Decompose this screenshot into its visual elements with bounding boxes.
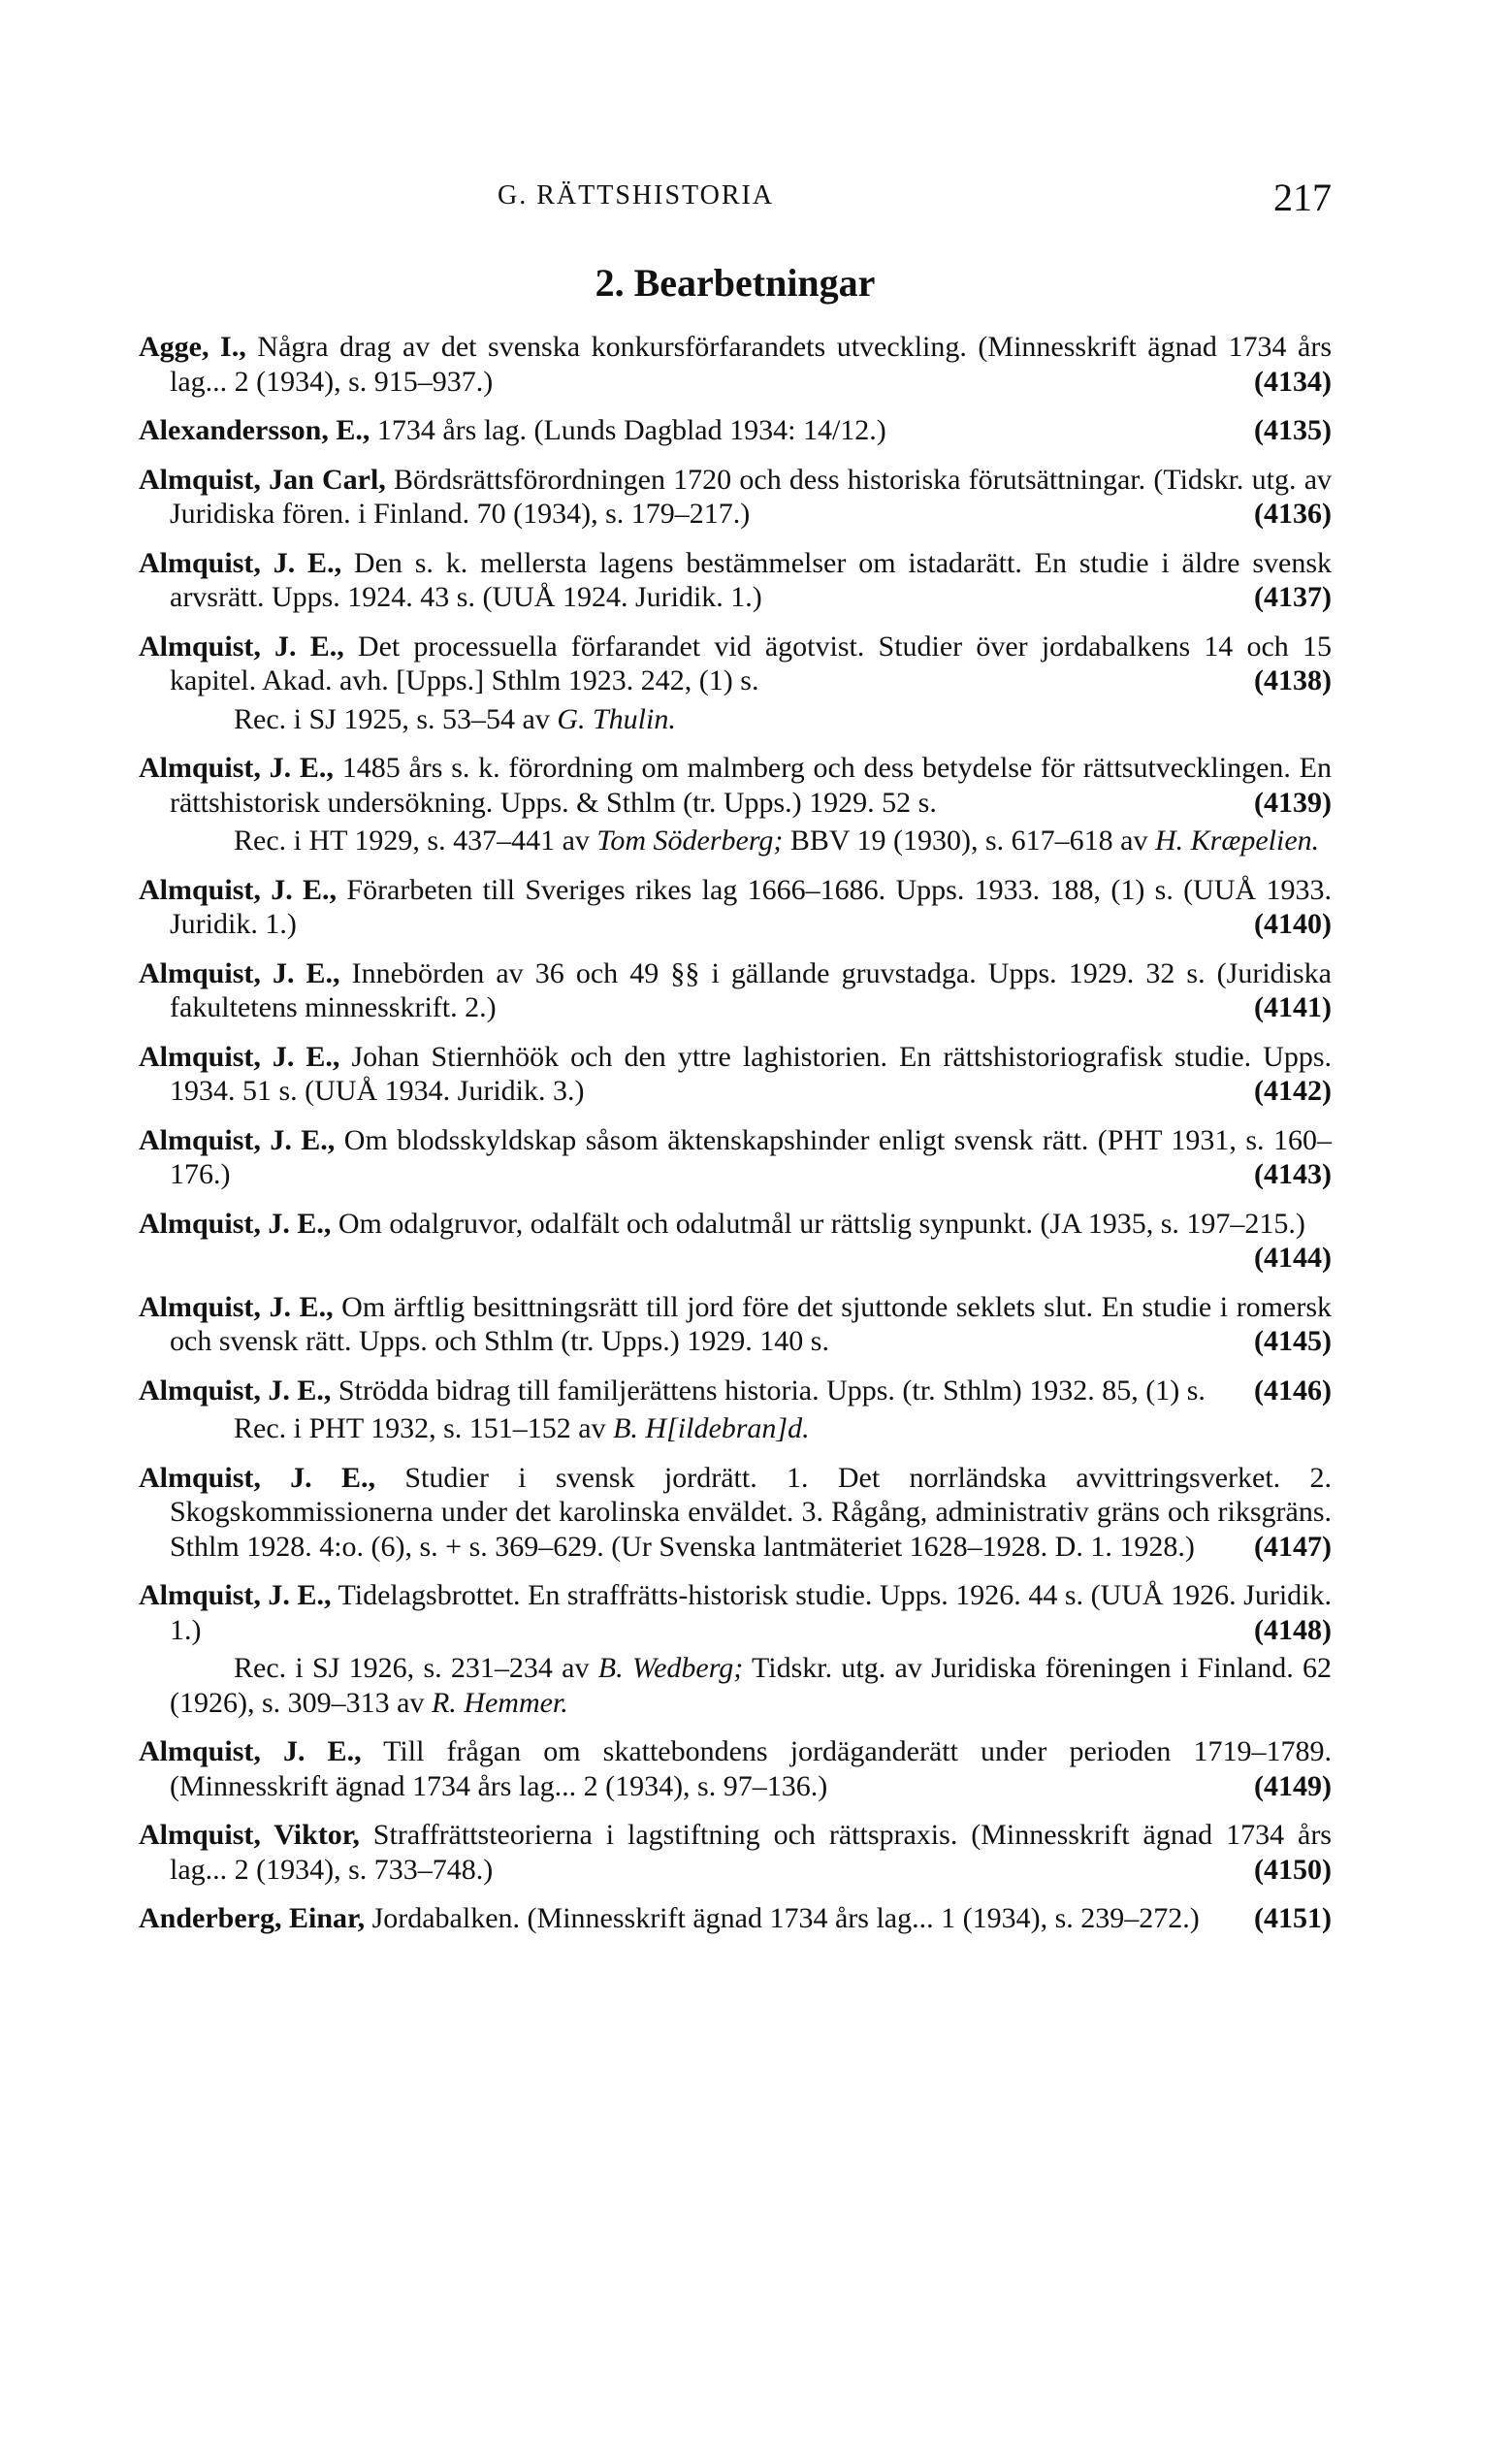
entry-text: Om blodsskyldskap såsom äktenskapshinder enligt svensk rätt. (PHT 1931, s. 160–176.) [170, 1123, 1332, 1190]
bibliography-entry [139, 1901, 1332, 1936]
entry-number: (4134) [1254, 365, 1332, 398]
bibliography-entry [139, 463, 1332, 532]
entry-author: Almquist, J. E., [139, 1461, 375, 1494]
entry-number: (4136) [1254, 498, 1332, 530]
review-suffix: Tidskr. utg. av Juridiska föreningen i Finland. 62 (1926), s. 309–313 av [170, 1652, 1333, 1719]
review-author-second: H. Kræpelien. [1155, 825, 1320, 857]
entry-number: (4138) [1254, 664, 1332, 696]
entry-author: Almquist, Viktor, [139, 1819, 360, 1851]
entry-number: (4135) [1254, 414, 1332, 446]
entry-text: Bördsrättsförordningen 1720 och dess historiska förutsättningar. (Tidskr. utg. av Juridiska fören. i Finland. 70 (1934), s. 179–217.) [170, 463, 1333, 530]
review-author-second: R. Hemmer. [431, 1686, 568, 1719]
running-title: G. RÄTTSHISTORIA [498, 180, 775, 210]
bibliography-entry [139, 1040, 1332, 1109]
entry-number: (4144) [1254, 1242, 1332, 1274]
review-prefix: Rec. i SJ 1925, s. 53–54 av [234, 702, 558, 735]
entry-text: Några drag av det svenska konkursförfarandets utveckling. (Minnesskrift ägnad 1734 års lag... 2 (1934), s. 915–937.) [170, 331, 1333, 398]
entry-text: Jordabalken. (Minnesskrift ägnad 1734 års lag... 1 (1934), s. 239–272.) [365, 1902, 1200, 1934]
review-prefix: Rec. i PHT 1932, s. 151–152 av [234, 1412, 614, 1444]
entry-text: Till frågan om skattebondens jordäganderätt under perioden 1719–1789. (Minnesskrift ägnad 1734 års lag... 2 (1934), s. 97–136.) [170, 1735, 1333, 1802]
bibliography-entry [139, 1123, 1332, 1192]
entry-number: (4151) [1254, 1902, 1332, 1934]
entry-review [139, 1651, 1332, 1720]
entry-number: (4148) [1254, 1613, 1332, 1646]
bibliography-entry [139, 630, 1332, 698]
page-number: 217 [1273, 176, 1332, 219]
entry-author: Almquist, J. E., [139, 546, 342, 579]
entry-review [139, 1411, 1332, 1446]
bibliography-entry [139, 1374, 1332, 1408]
entry-number: (4142) [1254, 1075, 1332, 1107]
entry-review [139, 824, 1332, 858]
entry-author: Almquist, J. E., [139, 1579, 332, 1611]
entry-text: Om odalgruvor, odalfält och odalutmål ur rättslig synpunkt. (JA 1935, s. 197–215.) [331, 1207, 1305, 1240]
bibliography-list [139, 330, 1332, 1951]
review-author: Tom Söderberg; [596, 825, 784, 857]
running-head [139, 176, 1332, 219]
review-author: B. Wedberg; [597, 1652, 744, 1684]
entry-text: Studier i svensk jordrätt. 1. Det norrländska avvittringsverket. 2. Skogskommissionerna under det karolinska enväldet. 3. Rågång, administrativ gräns och riksgräns. Sthlm 1928. 4:o. (6), s. + s. 369–629. (Ur Svenska lantmäteriet 1628–1928. D. 1. 1928.) [170, 1461, 1332, 1563]
entry-text: Om ärftlig besittningsrätt till jord före det sjuttonde seklets slut. En studie i romersk och svensk rätt. Upps. och Sthlm (tr. Upps.) 1929. 140 s. [170, 1290, 1332, 1357]
entry-text: 1485 års s. k. förordning om malmberg och dess betydelse för rättsutvecklingen. En rättshistorisk undersökning. Upps. & Sthlm (tr. Upps.) 1929. 52 s. [170, 752, 1333, 819]
entry-text: Den s. k. mellersta lagens bestämmelser om istadarätt. En studie i äldre svensk arvsrätt. Upps. 1924. 43 s. (UUÅ 1924. Juridik. 1.) [170, 546, 1333, 613]
entry-author: Alexandersson, E., [139, 414, 370, 446]
entry-author: Anderberg, Einar, [139, 1902, 366, 1934]
entry-text: 1734 års lag. (Lunds Dagblad 1934: 14/12.) [370, 414, 886, 446]
bibliography-entry [139, 1290, 1332, 1359]
entry-text: Strödda bidrag till familjerättens historia. Upps. (tr. Sthlm) 1932. 85, (1) s. [331, 1374, 1206, 1407]
entry-text: Straffrättsteorierna i lagstiftning och rättspraxis. (Minnesskrift ägnad 1734 års lag... 2 (1934), s. 733–748.) [170, 1819, 1332, 1886]
entry-author: Almquist, J. E., [139, 873, 338, 906]
bibliography-entry [139, 1818, 1332, 1887]
entry-author: Almquist, J. E., [139, 1735, 362, 1767]
entry-text: Förarbeten till Sveriges rikes lag 1666–1686. Upps. 1933. 188, (1) s. (UUÅ 1933. Juridik. 1.) [170, 873, 1332, 940]
bibliography-entry [139, 1461, 1332, 1565]
review-prefix: Rec. i SJ 1926, s. 231–234 av [234, 1652, 598, 1684]
entry-author: Almquist, Jan Carl, [139, 463, 386, 496]
bibliography-entry [139, 330, 1332, 399]
section-heading: 2. Bearbetningar [595, 261, 876, 305]
review-prefix: Rec. i HT 1929, s. 437–441 av [234, 825, 597, 857]
entry-number: (4137) [1254, 581, 1332, 613]
bibliography-entry [139, 1734, 1332, 1803]
entry-author: Almquist, J. E., [139, 1290, 334, 1323]
entry-author: Almquist, J. E., [139, 630, 344, 663]
entry-number: (4150) [1254, 1853, 1332, 1886]
bibliography-entry [139, 751, 1332, 820]
entry-author: Almquist, J. E., [139, 752, 334, 784]
entry-text: Tidelagsbrottet. En straffrätts-historisk studie. Upps. 1926. 44 s. (UUÅ 1926. Juridik. 1.) [170, 1579, 1333, 1646]
review-author: G. Thulin. [557, 702, 676, 735]
entry-number: (4146) [1254, 1374, 1332, 1407]
bibliography-entry [139, 1207, 1332, 1276]
entry-author: Almquist, J. E., [139, 956, 340, 989]
bibliography-entry [139, 413, 1332, 448]
entry-text: Innebörden av 36 och 49 §§ i gällande gruvstadga. Upps. 1929. 32 s. (Juridiska fakultetens minnesskrift. 2.) [170, 956, 1333, 1023]
entry-number: (4141) [1254, 991, 1332, 1023]
entry-number: (4149) [1254, 1769, 1332, 1802]
bibliography-entry [139, 956, 1332, 1025]
review-author: B. H[ildebran]d. [613, 1412, 810, 1444]
review-suffix: BBV 19 (1930), s. 617–618 av [783, 825, 1155, 857]
entry-text: Johan Stiernhöök och den yttre laghistorien. En rättshistoriografisk studie. Upps. 1934. 51 s. (UUÅ 1934. Juridik. 3.) [170, 1040, 1332, 1107]
entry-author: Almquist, J. E., [139, 1207, 332, 1240]
entry-author: Almquist, J. E., [139, 1374, 332, 1407]
entry-text: Det processuella förfarandet vid ägotvist. Studier över jordabalkens 14 och 15 kapitel. Akad. avh. [Upps.] Sthlm 1923. 242, (1) s. [170, 630, 1332, 696]
entry-number: (4145) [1254, 1325, 1332, 1357]
bibliography-entry [139, 546, 1332, 615]
bibliography-entry [139, 1578, 1332, 1647]
entry-number: (4147) [1254, 1530, 1332, 1563]
entry-author: Almquist, J. E., [139, 1040, 340, 1073]
entry-review [139, 702, 1332, 737]
bibliography-entry [139, 873, 1332, 942]
entry-number: (4139) [1254, 786, 1332, 819]
entry-number: (4140) [1254, 908, 1332, 940]
entry-author: Almquist, J. E., [139, 1123, 336, 1156]
entry-number: (4143) [1254, 1158, 1332, 1190]
entry-author: Agge, I., [139, 331, 246, 363]
